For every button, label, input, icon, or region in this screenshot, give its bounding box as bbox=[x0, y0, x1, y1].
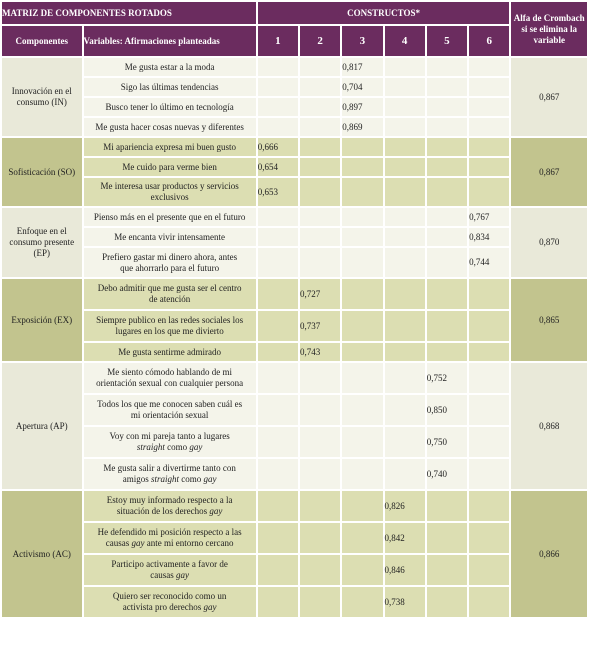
table-row bbox=[2, 248, 587, 277]
empty-cell bbox=[258, 98, 298, 116]
empty-cell bbox=[300, 523, 340, 553]
empty-cell bbox=[427, 279, 467, 309]
empty-cell bbox=[300, 427, 340, 457]
empty-cell bbox=[469, 311, 509, 341]
variable-statement bbox=[84, 228, 256, 246]
loading-value: 0,842 bbox=[385, 523, 425, 553]
component-label: Sofisticación (SO) bbox=[2, 138, 82, 206]
loading-value: 0,738 bbox=[385, 587, 425, 617]
loading-value: 0,846 bbox=[385, 555, 425, 585]
empty-cell bbox=[258, 228, 298, 246]
components-header: Componentes bbox=[2, 26, 82, 56]
table-row bbox=[2, 587, 587, 617]
alpha-header: Alfa de Crombach si se elimina la variable bbox=[511, 2, 587, 56]
empty-cell bbox=[385, 395, 425, 425]
loading-value: 0,767 bbox=[469, 208, 509, 226]
empty-cell bbox=[342, 491, 382, 521]
empty-cell bbox=[469, 459, 509, 489]
variable-statement bbox=[84, 343, 256, 361]
empty-cell bbox=[300, 395, 340, 425]
empty-cell bbox=[342, 178, 382, 206]
empty-cell bbox=[300, 555, 340, 585]
empty-cell bbox=[427, 523, 467, 553]
statement-line: Me encanta vivir intensamente bbox=[114, 231, 225, 242]
empty-cell bbox=[258, 587, 298, 617]
variable-statement bbox=[84, 118, 256, 136]
construct-number-3: 3 bbox=[342, 26, 382, 56]
table-row bbox=[2, 311, 587, 341]
statement-line: Me cuido para verme bien bbox=[122, 161, 217, 172]
statement-line: Sigo las últimas tendencias bbox=[120, 81, 219, 92]
empty-cell bbox=[342, 248, 382, 277]
empty-cell bbox=[469, 343, 509, 361]
empty-cell bbox=[469, 118, 509, 136]
alpha-value: 0,868 bbox=[511, 363, 587, 489]
empty-cell bbox=[342, 459, 382, 489]
statement-line: Siempre publico en las redes sociales los bbox=[96, 315, 244, 325]
table-row bbox=[2, 178, 587, 206]
empty-cell bbox=[385, 427, 425, 457]
empty-cell bbox=[385, 363, 425, 393]
empty-cell bbox=[469, 58, 509, 76]
empty-cell bbox=[427, 228, 467, 246]
empty-cell bbox=[300, 98, 340, 116]
empty-cell bbox=[385, 459, 425, 489]
statement-line: exclusivos bbox=[150, 192, 189, 202]
table-row bbox=[2, 363, 587, 393]
empty-cell bbox=[258, 395, 298, 425]
empty-cell bbox=[258, 363, 298, 393]
empty-cell bbox=[342, 138, 382, 156]
table-row bbox=[2, 343, 587, 361]
table-row bbox=[2, 427, 587, 457]
empty-cell bbox=[427, 208, 467, 226]
empty-cell bbox=[300, 138, 340, 156]
empty-cell bbox=[258, 459, 298, 489]
empty-cell bbox=[300, 459, 340, 489]
variable-statement bbox=[84, 248, 256, 277]
empty-cell bbox=[385, 248, 425, 277]
statement-line: Busco tener lo último en tecnología bbox=[105, 101, 234, 112]
loading-value: 0,727 bbox=[300, 279, 340, 309]
table-row bbox=[2, 459, 587, 489]
statement-line: Me gusta sentirme admirado bbox=[118, 346, 221, 357]
variable-statement bbox=[84, 459, 256, 489]
empty-cell bbox=[385, 138, 425, 156]
empty-cell bbox=[469, 138, 509, 156]
loading-value: 0,752 bbox=[427, 363, 467, 393]
table-row bbox=[2, 118, 587, 136]
empty-cell bbox=[427, 98, 467, 116]
statement-line: Estoy muy informado respecto a la bbox=[106, 495, 233, 505]
empty-cell bbox=[342, 523, 382, 553]
empty-cell bbox=[427, 555, 467, 585]
loading-value: 0,750 bbox=[427, 427, 467, 457]
statement-line: que ahorrarlo para el futuro bbox=[120, 262, 220, 273]
table-row bbox=[2, 279, 587, 309]
empty-cell bbox=[342, 208, 382, 226]
alpha-value: 0,865 bbox=[511, 279, 587, 361]
empty-cell bbox=[258, 58, 298, 76]
empty-cell bbox=[469, 78, 509, 96]
construct-number-2: 2 bbox=[300, 26, 340, 56]
statement-line: Voy con mi pareja tanto a lugares bbox=[109, 431, 230, 441]
statement-line: mi orientación sexual bbox=[130, 410, 209, 420]
empty-cell bbox=[258, 78, 298, 96]
variable-statement bbox=[84, 279, 256, 309]
empty-cell bbox=[258, 427, 298, 457]
construct-number-1: 1 bbox=[258, 26, 298, 56]
empty-cell bbox=[469, 98, 509, 116]
table-row bbox=[2, 523, 587, 553]
empty-cell bbox=[427, 138, 467, 156]
empty-cell bbox=[427, 118, 467, 136]
statement-line: straight como gay bbox=[136, 442, 203, 452]
empty-cell bbox=[469, 178, 509, 206]
variable-statement bbox=[84, 158, 256, 176]
variable-statement bbox=[84, 587, 256, 617]
loading-value: 0,869 bbox=[342, 118, 382, 136]
empty-cell bbox=[385, 279, 425, 309]
empty-cell bbox=[258, 279, 298, 309]
statement-line: de atención bbox=[149, 294, 191, 304]
variable-statement bbox=[84, 363, 256, 393]
statement-line: Me interesa usar productos y servicios bbox=[100, 181, 239, 191]
empty-cell bbox=[427, 248, 467, 277]
empty-cell bbox=[385, 178, 425, 206]
construct-number-5: 5 bbox=[427, 26, 467, 56]
empty-cell bbox=[300, 587, 340, 617]
empty-cell bbox=[469, 491, 509, 521]
loading-value: 0,834 bbox=[469, 228, 509, 246]
loading-value: 0,654 bbox=[258, 158, 298, 176]
component-label: Activismo (AC) bbox=[2, 491, 82, 617]
loading-value: 0,826 bbox=[385, 491, 425, 521]
variable-statement bbox=[84, 208, 256, 226]
empty-cell bbox=[469, 555, 509, 585]
statement-line: Todos los que me conocen saben cuál es bbox=[97, 399, 243, 409]
statement-line: Me gusta hacer cosas nuevas y diferentes bbox=[95, 121, 244, 132]
empty-cell bbox=[300, 58, 340, 76]
empty-cell bbox=[300, 118, 340, 136]
alpha-value: 0,866 bbox=[511, 491, 587, 617]
statement-line: situación de los derechos gay bbox=[116, 506, 223, 516]
statement-line: orientación sexual con cualquier persona bbox=[96, 378, 244, 388]
table-row bbox=[2, 208, 587, 226]
empty-cell bbox=[300, 208, 340, 226]
empty-cell bbox=[342, 587, 382, 617]
statement-line: activista pro derechos gay bbox=[122, 602, 217, 612]
empty-cell bbox=[342, 395, 382, 425]
variable-statement bbox=[84, 555, 256, 585]
component-label: Apertura (AP) bbox=[2, 363, 82, 489]
empty-cell bbox=[300, 228, 340, 246]
loading-value: 0,743 bbox=[300, 343, 340, 361]
empty-cell bbox=[385, 98, 425, 116]
matrix-title: MATRIZ DE COMPONENTES ROTADOS bbox=[2, 2, 256, 24]
empty-cell bbox=[258, 118, 298, 136]
empty-cell bbox=[469, 427, 509, 457]
loading-value: 0,737 bbox=[300, 311, 340, 341]
variable-statement bbox=[84, 98, 256, 116]
alpha-value: 0,867 bbox=[511, 138, 587, 206]
variable-statement bbox=[84, 427, 256, 457]
component-label: Exposición (EX) bbox=[2, 279, 82, 361]
empty-cell bbox=[342, 311, 382, 341]
empty-cell bbox=[300, 248, 340, 277]
statement-line: Pienso más en el presente que en el futuro bbox=[93, 211, 246, 222]
table-row bbox=[2, 138, 587, 156]
empty-cell bbox=[385, 228, 425, 246]
alpha-value: 0,867 bbox=[511, 58, 587, 136]
empty-cell bbox=[427, 587, 467, 617]
statement-line: Mi apariencia expresa mi buen gusto bbox=[103, 141, 236, 152]
statement-line: Quiero ser reconocido como un bbox=[112, 591, 227, 601]
empty-cell bbox=[469, 158, 509, 176]
empty-cell bbox=[427, 158, 467, 176]
empty-cell bbox=[427, 343, 467, 361]
empty-cell bbox=[300, 178, 340, 206]
loading-value: 0,653 bbox=[258, 178, 298, 206]
empty-cell bbox=[258, 343, 298, 361]
construct-number-4: 4 bbox=[385, 26, 425, 56]
empty-cell bbox=[427, 78, 467, 96]
alpha-value: 0,870 bbox=[511, 208, 587, 277]
empty-cell bbox=[385, 158, 425, 176]
empty-cell bbox=[258, 248, 298, 277]
statement-line: Me gusta salir a divertirme tanto con bbox=[103, 463, 236, 473]
empty-cell bbox=[300, 363, 340, 393]
table-row bbox=[2, 98, 587, 116]
statement-line: causas gay bbox=[150, 570, 190, 580]
statement-line: causas gay ante mi entorno cercano bbox=[105, 538, 234, 548]
empty-cell bbox=[342, 363, 382, 393]
empty-cell bbox=[342, 228, 382, 246]
empty-cell bbox=[342, 343, 382, 361]
empty-cell bbox=[385, 118, 425, 136]
loading-value: 0,897 bbox=[342, 98, 382, 116]
loading-value: 0,817 bbox=[342, 58, 382, 76]
empty-cell bbox=[342, 555, 382, 585]
table-row bbox=[2, 158, 587, 176]
table-row bbox=[2, 491, 587, 521]
empty-cell bbox=[427, 311, 467, 341]
statement-line: He defendido mi posición respecto a las bbox=[97, 527, 242, 537]
variable-statement bbox=[84, 138, 256, 156]
empty-cell bbox=[342, 279, 382, 309]
empty-cell bbox=[258, 555, 298, 585]
empty-cell bbox=[385, 78, 425, 96]
statement-line: Me siento cómodo hablando de mi bbox=[107, 367, 232, 377]
empty-cell bbox=[258, 311, 298, 341]
empty-cell bbox=[469, 279, 509, 309]
empty-cell bbox=[300, 78, 340, 96]
loading-value: 0,744 bbox=[469, 248, 509, 277]
statement-line: Participo activamente a favor de bbox=[111, 559, 228, 569]
empty-cell bbox=[300, 491, 340, 521]
statement-line: amigos straight como gay bbox=[122, 474, 217, 484]
table-body bbox=[2, 58, 587, 617]
variable-statement bbox=[84, 178, 256, 206]
statement-line: Debo admitir que me gusta ser el centro bbox=[97, 283, 242, 293]
empty-cell bbox=[469, 363, 509, 393]
variable-statement bbox=[84, 311, 256, 341]
empty-cell bbox=[385, 311, 425, 341]
variable-statement bbox=[84, 523, 256, 553]
construct-number-6: 6 bbox=[469, 26, 509, 56]
variable-statement bbox=[84, 58, 256, 76]
table-row bbox=[2, 58, 587, 76]
empty-cell bbox=[469, 523, 509, 553]
table-row bbox=[2, 555, 587, 585]
table-row bbox=[2, 228, 587, 246]
table-row bbox=[2, 78, 587, 96]
variable-statement bbox=[84, 78, 256, 96]
empty-cell bbox=[258, 208, 298, 226]
loading-value: 0,850 bbox=[427, 395, 467, 425]
variables-header: Variables: Afirmaciones planteadas bbox=[84, 26, 256, 56]
variable-statement bbox=[84, 395, 256, 425]
statement-line: lugares en los que me divierto bbox=[115, 326, 224, 336]
empty-cell bbox=[300, 158, 340, 176]
loading-value: 0,666 bbox=[258, 138, 298, 156]
variable-statement bbox=[84, 491, 256, 521]
empty-cell bbox=[385, 208, 425, 226]
empty-cell bbox=[427, 58, 467, 76]
table-row bbox=[2, 395, 587, 425]
component-label: Innovación en el consumo (IN) bbox=[2, 58, 82, 136]
empty-cell bbox=[258, 491, 298, 521]
empty-cell bbox=[469, 395, 509, 425]
statement-line: Me gusta estar a la moda bbox=[124, 61, 215, 72]
loading-value: 0,704 bbox=[342, 78, 382, 96]
empty-cell bbox=[427, 491, 467, 521]
constructs-header: CONSTRUCTOS* bbox=[258, 2, 510, 24]
empty-cell bbox=[427, 178, 467, 206]
empty-cell bbox=[342, 158, 382, 176]
empty-cell bbox=[469, 587, 509, 617]
empty-cell bbox=[342, 427, 382, 457]
statement-line: Prefiero gastar mi dinero ahora, antes bbox=[102, 251, 238, 262]
empty-cell bbox=[385, 58, 425, 76]
empty-cell bbox=[385, 343, 425, 361]
loading-value: 0,740 bbox=[427, 459, 467, 489]
component-label: Enfoque en el consumo presente (EP) bbox=[2, 208, 82, 277]
empty-cell bbox=[258, 523, 298, 553]
